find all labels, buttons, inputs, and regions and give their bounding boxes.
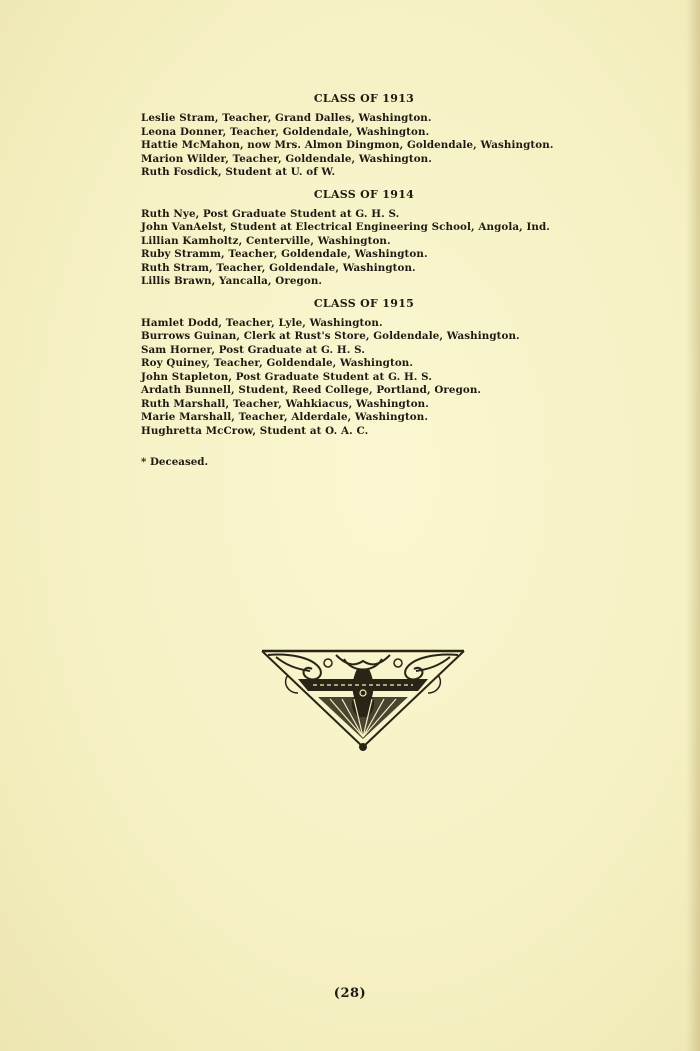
list-item: Hughretta McCrow, Student at O. A. C. <box>141 424 369 437</box>
list-item: Ardath Bunnell, Student, Reed College, Portland, Oregon. <box>141 384 482 396</box>
list-item: Sam Horner, Post Graduate at G. H. S. <box>141 343 365 356</box>
class-section-1914 <box>141 188 641 289</box>
decorative-vignette-icon <box>258 647 468 752</box>
class-entries <box>141 317 641 439</box>
list-item: John Stapleton, Post Graduate Student at G. H. S. <box>141 370 433 383</box>
list-item: Lillian Kamholtz, Centerville, Washington. <box>141 234 391 247</box>
list-item: Burrows Guinan, Clerk at Rust's Store, Goldendale, Washington. <box>141 330 520 342</box>
class-entries <box>141 208 641 289</box>
list-item: Roy Quiney, Teacher, Goldendale, Washington. <box>141 357 414 369</box>
list-item: Marion Wilder, Teacher, Goldendale, Washington. <box>141 152 432 165</box>
list-item: Leona Donner, Teacher, Goldendale, Washington. <box>141 125 430 138</box>
list-item: Hamlet Dodd, Teacher, Lyle, Washington. <box>141 316 383 329</box>
list-item: Leslie Stram, Teacher, Grand Dalles, Washington. <box>141 112 432 124</box>
list-item: Ruby Stramm, Teacher, Goldendale, Washington. <box>141 248 428 260</box>
list-item: Hattie McMahon, now Mrs. Almon Dingmon, Goldendale, Washington. <box>141 139 554 151</box>
class-entries <box>141 112 641 180</box>
list-item: Ruth Nye, Post Graduate Student at G. H. S. <box>141 207 400 220</box>
page-edge-shadow <box>686 0 700 1051</box>
list-item: Lillis Brawn, Yancalla, Oregon. <box>141 275 323 287</box>
class-heading: CLASS OF 1913 <box>313 92 415 105</box>
class-section-1915 <box>141 297 641 439</box>
list-item: Ruth Marshall, Teacher, Wahkiacus, Washington. <box>141 397 429 410</box>
list-item: Ruth Stram, Teacher, Goldendale, Washington. <box>141 261 416 274</box>
list-item: Marie Marshall, Teacher, Alderdale, Washington. <box>141 411 429 423</box>
class-heading: CLASS OF 1914 <box>313 187 415 201</box>
page-number: (28) <box>333 986 367 1001</box>
footnote: * Deceased. <box>141 456 209 468</box>
alumni-list <box>141 92 641 470</box>
list-item: John VanAelst, Student at Electrical Engineering School, Angola, Ind. <box>141 221 550 233</box>
class-heading: CLASS OF 1915 <box>313 296 415 310</box>
class-section-1913 <box>141 92 641 180</box>
list-item: Ruth Fosdick, Student at U. of W. <box>141 166 336 178</box>
